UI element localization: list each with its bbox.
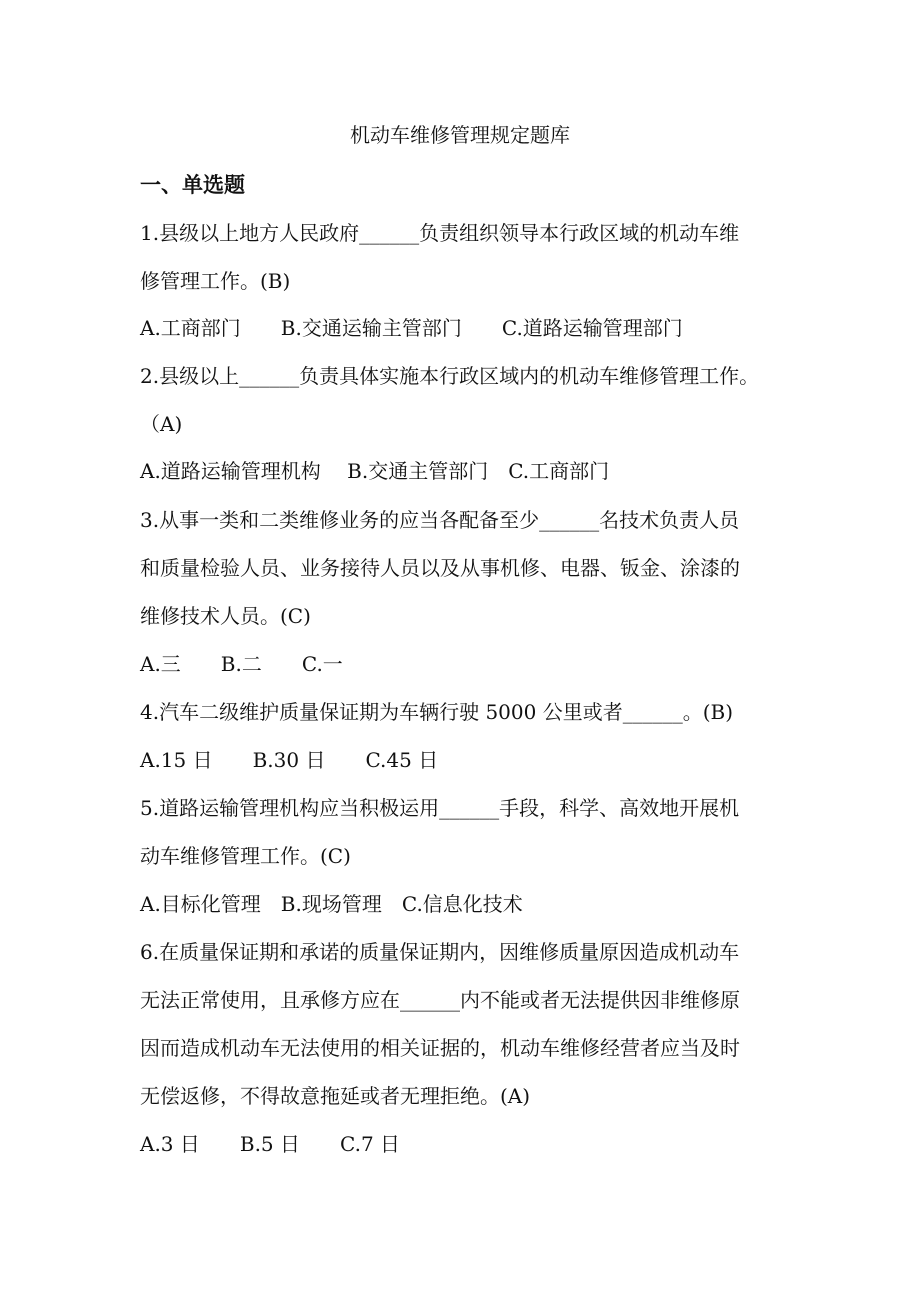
question-5-options: A.目标化管理 B.现场管理 C.信息化技术	[140, 892, 523, 916]
question-1-options: A.工商部门 B.交通运输主管部门 C.道路运输管理部门	[140, 316, 683, 340]
document-title: 机动车维修管理规定题库	[350, 123, 570, 147]
question-6-options: A.3 日 B.5 日 C.7 日	[140, 1132, 401, 1156]
question-2-options: A.道路运输管理机构 B.交通主管部门 C.工商部门	[140, 459, 610, 483]
question-5-line-2: 动车维修管理工作。(C)	[140, 844, 351, 868]
question-1-line-2: 修管理工作。(B)	[140, 269, 291, 293]
question-6-line-1: 6.在质量保证期和承诺的质量保证期内，因维修质量原因造成机动车	[140, 940, 740, 964]
question-4-options: A.15 日 B.30 日 C.45 日	[140, 748, 439, 772]
question-2-line-2: （A)	[140, 412, 183, 436]
question-6-line-4: 无偿返修，不得故意拖延或者无理拒绝。(A)	[140, 1084, 531, 1108]
question-2-line-1: 2.县级以上______负责具体实施本行政区域内的机动车维修管理工作。	[140, 364, 760, 388]
question-6-line-3: 因而造成机动车无法使用的相关证据的，机动车维修经营者应当及时	[140, 1036, 740, 1060]
question-3-line-3: 维修技术人员。(C)	[140, 604, 311, 628]
question-6-line-2: 无法正常使用，且承修方应在______内不能或者无法提供因非维修原	[140, 988, 740, 1012]
question-5-line-1: 5.道路运输管理机构应当积极运用______手段，科学、高效地开展机	[140, 796, 740, 820]
question-4-line-1: 4.汽车二级维护质量保证期为车辆行驶 5000 公里或者______。(B)	[140, 700, 733, 724]
question-3-line-2: 和质量检验人员、业务接待人员以及从事机修、电器、钣金、涂漆的	[140, 556, 740, 580]
question-3-line-1: 3.从事一类和二类维修业务的应当各配备至少______名技术负责人员	[140, 508, 740, 532]
question-3-options: A.三 B.二 C.一	[140, 652, 343, 676]
question-1-line-1: 1.县级以上地方人民政府______负责组织领导本行政区域的机动车维	[140, 221, 740, 245]
section-heading: 一、单选题	[140, 173, 245, 197]
